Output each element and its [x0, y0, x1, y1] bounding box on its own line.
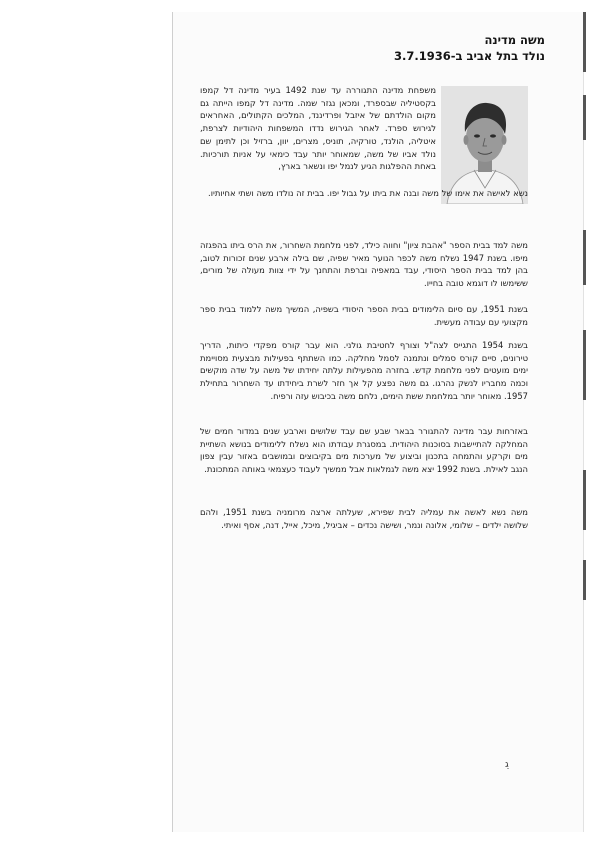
page-number: ֵג: [505, 760, 509, 770]
paragraph-family-origin: משפחת מדינה התגוררה עד שנת 1492 בעיר מדינה דל קמפו בקסטיליה שבספרד, ומכאן נגזר שמה. מדינה דל קמפו הייתה גם מקום הולדתם של איזבל ופרדיננד, המלכים הקתולים, האחראים לגירוש ספרד. לאחר הגירוש נדדו המשפחות היהודיות לצרפת, איטליה, הולנד, טורקיה, תוניס, מצרים, יוון, ברזיל וכן לתימן שם נולד אביו של משה, שמאוחר יותר עבד כימאי על אניות תורכיות. באחת ההפלגות הגיע לנמל יפו ונשאר בארץ,: [200, 85, 437, 172]
paragraph-education: בשנת 1951, עם סיום הלימודים בבית הספר היסודי בשפיה, המשיך משה ללמוד בבית ספר מקצועי עם עבודה מעשית.: [200, 304, 529, 327]
page-edge-mark: [583, 95, 586, 140]
paragraph-army-service: בשנת 1954 התגייס לצה"ל וצורף לחטיבת גולני. הוא עבר קורס מפקדי כיתות, הדריך טירונים, סיים קורס סמלים ונתמנה לסמל מחלקה. כמו השתתף בפעילות מבצעית מסויימת ימים מועטים לפני מלחמת קדש. בחזרה מהפעילות עלתה יחידתו של משה על שדה מוקשים וכמה מחבריו לנשק נהרגו. גם משה נפצע קל אך חזר לשרת ביחידתו עד השחרור בתחילת 1957. מאוחר יותר במלחמת ששת הימים, נלחם משה בכיבוש עזה ורפיח.: [200, 340, 529, 401]
article-subtitle: נולד בתל אביב ב-3.7.1936: [393, 49, 545, 63]
article-title: משה מדינה: [484, 33, 545, 47]
page-edge-mark: [583, 470, 586, 530]
scan-margin: [0, 0, 172, 842]
page-edge-mark: [583, 330, 586, 400]
paragraph-family: משה נשא לאשה את עמליה לבית שפירא, שעלתה ארצה מרומניה בשנת 1951, ולהם שלושה ילדים – שלומי, אלונה ונמר, ושישה נכדים – אביגיל, מיכל, אייל, דנה, אסף ואיתי.: [200, 507, 528, 530]
paragraph-family-origin-cont: נשא לאישה את אימו של משה ובנה את ביתו על גבול יפו. בבית זה נולדו משה ושתי אחיותיו.: [208, 188, 528, 198]
paragraph-career: באזרחות עבר מדינה להתגורר בבאר שבע שם עבד שלושים וארבע שנים במדור חמים של המחלקה להתיישבות בסוכנות היהודית. במסגרת עבודתו הוא נשלח ללימודים בנושא השתיית מים וקרקע והתמחה בתכנון וביצוע של מערכות מים בקיבוצים ובמושבים באזור עבין צפון הנגב לאילת. בשנת 1992 יצא משה לגמלאות אבל ממשיך לעבוד כעצמאי באותה המתכונת.: [200, 426, 528, 475]
page-edge-mark: [583, 230, 586, 285]
page-edge-mark: [583, 12, 586, 72]
page-edge-mark: [583, 560, 586, 600]
paragraph-childhood: משה למד בבית הספר "אהבת ציון" וחווה כילד, לפני מלחמת השחרור, את הרס ביתו בהפגזה מיפו. בשנת 1947 נשלח משה לכפר הנוער מאיר שפיה, שם בילה ארבע שנים זכורות לטוב, בהן למד בבית הספר היסודי, עבד במאפיה וברפת והתחנך על ידי צוות מעולה של מורים, ששימשו לו דוגמא טובה בחייו.: [200, 240, 528, 289]
